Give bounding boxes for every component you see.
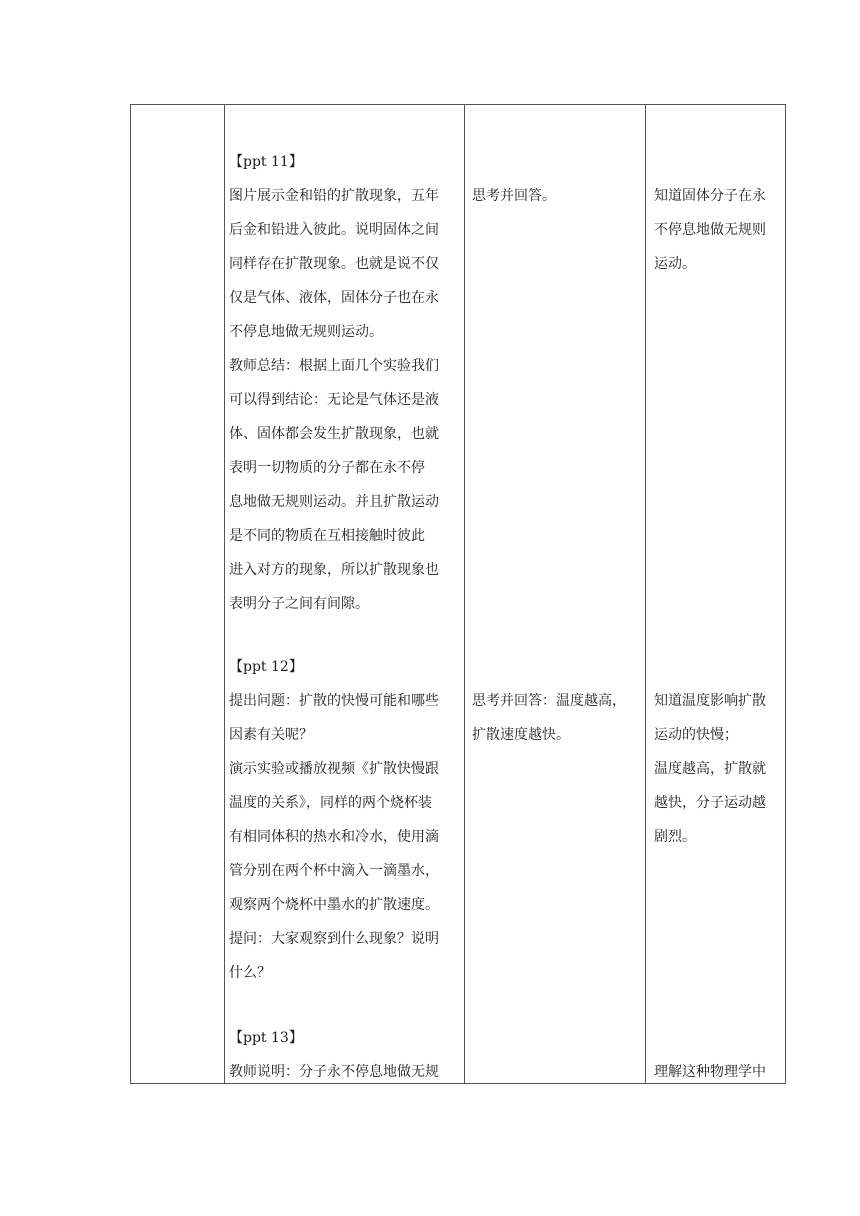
table-cell-intent-ppt13: [654, 1055, 766, 1089]
text-line: 进入对方的现象，所以扩散现象也: [229, 562, 439, 578]
text-line: 是不同的物质在互相接触时彼此: [229, 528, 425, 544]
text-line: 教师说明：分子永不停息地做无规: [229, 1064, 439, 1080]
text-line: 有相同体积的热水和冷水，使用滴: [229, 829, 439, 845]
table-cell-intent-ppt12: [654, 684, 766, 854]
text-line: 【ppt 11】: [229, 154, 303, 170]
text-line: 理解这种物理学中: [654, 1064, 766, 1080]
text-line: 管分别在两个杯中滴入一滴墨水，: [229, 863, 439, 879]
text-line: 扩散速度越快。: [472, 727, 570, 743]
text-line: 不停息地做无规则: [654, 222, 766, 238]
text-line: 同样存在扩散现象。也就是说不仅: [229, 256, 439, 272]
text-line: 仅是气体、液体，固体分子也在永: [229, 290, 439, 306]
text-line: 温度越高，扩散就: [654, 761, 766, 777]
table-cell-teacher-ppt11: [229, 145, 439, 621]
text-line: 图片展示金和铅的扩散现象，五年: [229, 188, 439, 204]
text-line: 提出问题：扩散的快慢可能和哪些: [229, 693, 439, 709]
text-line: 演示实验或播放视频《扩散快慢跟: [229, 761, 439, 777]
text-line: 表明分子之间有间隙。: [229, 596, 369, 612]
table-cell-intent-ppt11: [654, 179, 766, 281]
text-line: 【ppt 12】: [229, 659, 303, 675]
column-divider: [645, 105, 646, 1083]
text-line: 越快，分子运动越: [654, 795, 766, 811]
table-cell-student-ppt12: [472, 684, 626, 752]
table-cell-teacher-ppt13: [229, 1021, 439, 1089]
column-divider: [464, 105, 465, 1083]
text-line: 思考并回答。: [472, 188, 556, 204]
text-line: 剧烈。: [654, 829, 696, 845]
student-activity-column: [464, 105, 645, 1083]
text-line: 运动。: [654, 256, 696, 272]
text-line: 教师总结：根据上面几个实验我们: [229, 358, 439, 374]
text-line: 【ppt 13】: [229, 1030, 303, 1046]
table-cell-teacher-ppt12: [229, 650, 439, 990]
column-divider: [224, 105, 225, 1083]
text-line: 温度的关系》，同样的两个烧杯装: [229, 795, 432, 811]
text-line: 后金和铅进入彼此。说明固体之间: [229, 222, 439, 238]
text-line: 什么？: [229, 965, 271, 981]
text-line: 运动的快慢；: [654, 727, 738, 743]
text-line: 不停息地做无规则运动。: [229, 324, 383, 340]
text-line: 表明一切物质的分子都在永不停: [229, 460, 425, 476]
text-line: 知道温度影响扩散: [654, 693, 766, 709]
design-intent-column: [645, 105, 786, 1083]
text-line: 因素有关呢？: [229, 727, 313, 743]
table-cell-student-ppt11: [472, 179, 556, 213]
text-line: 可以得到结论：无论是气体还是液: [229, 392, 439, 408]
lesson-table: [130, 104, 786, 1084]
text-line: 息地做无规则运动。并且扩散运动: [229, 494, 439, 510]
text-line: 思考并回答：温度越高，: [472, 693, 626, 709]
text-line: 体、固体都会发生扩散现象，也就: [229, 426, 439, 442]
text-line: 观察两个烧杯中墨水的扩散速度。: [229, 897, 439, 913]
teacher-activity-column: [224, 105, 464, 1083]
stage-column: [131, 105, 224, 1083]
text-line: 知道固体分子在永: [654, 188, 766, 204]
text-line: 提问：大家观察到什么现象？说明: [229, 931, 439, 947]
